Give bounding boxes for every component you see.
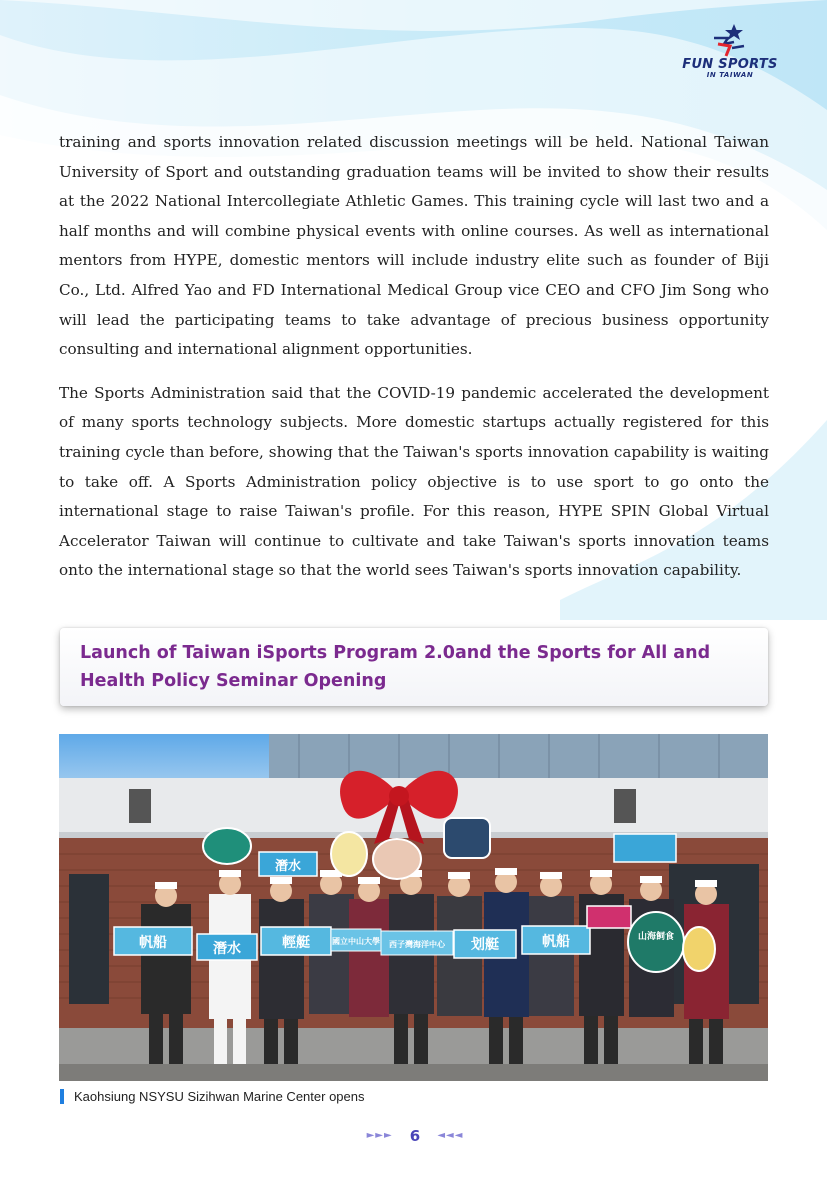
sign-diving-2: 潛水 xyxy=(274,859,302,874)
photo-caption: Kaohsiung NSYSU Sizihwan Marine Center opens xyxy=(60,1089,365,1104)
paragraph-1: training and sports innovation related discussion meetings will be held. National Taiwan University of Sport and outstanding graduation teams will be invited to show their results at the 2022 National Intercollegiate Athletic Games. This training cycle will last two and a half months and will combine physical events with online courses. As well as international mentors from HYPE, domestic mentors will include industry elite such as founder of Biji Co., Ltd. Alfred Yao and FD International Medical Group vice CEO and CFO Jim Song who will lead the participating teams to take advantage of precious business opportunity consulting and international alignment opportunities. xyxy=(59,133,769,359)
section-heading: Launch of Taiwan iSports Program 2.0and the Sports for All and Health Policy Seminar Opening xyxy=(80,643,711,691)
page-number-footer xyxy=(355,1125,475,1145)
page-arrows-right: ◄◄◄ xyxy=(437,1130,464,1141)
sign-diving-1: 潛水 xyxy=(213,941,241,957)
sign-sailing-2: 帆船 xyxy=(542,934,570,950)
article-body xyxy=(59,128,769,600)
paragraph-2: The Sports Administration said that the COVID-19 pandemic accelerated the development of many sports technology subjects. More domestic startups actually registered for this training cycle than before, showing that the Taiwan's sports innovation capability is waiting to take off. A Sports Administration policy objective is to use sport to go onto the international stage to raise Taiwan's profile. For this reason, HYPE SPIN Global Virtual Accelerator Taiwan will continue to cultivate and take Taiwan's sports innovation teams onto the international stage so that the world sees Taiwan's sports innovation capability. xyxy=(59,383,769,580)
sign-canoe: 輕艇 xyxy=(282,935,310,951)
sign-sailing-1: 帆船 xyxy=(139,935,167,951)
section-heading-box xyxy=(60,628,768,706)
logo-subtitle: IN TAIWAN xyxy=(706,71,754,79)
page-arrows-left: ►►► xyxy=(366,1130,393,1141)
sign-marine-center: 西子灣海洋中心 xyxy=(389,940,445,949)
logo-title: FUN SPORTS xyxy=(682,57,778,72)
fun-sports-logo xyxy=(680,22,780,92)
page-number: 6 xyxy=(409,1126,421,1145)
sign-mountain-sea: 山海飼食 xyxy=(637,932,675,942)
sign-nsysu: 國立中山大學 xyxy=(332,937,380,946)
runner-star-icon xyxy=(708,22,752,58)
event-photo xyxy=(59,734,768,1081)
sign-rowing: 划艇 xyxy=(471,937,499,953)
group-photo-illustration xyxy=(59,734,768,1081)
